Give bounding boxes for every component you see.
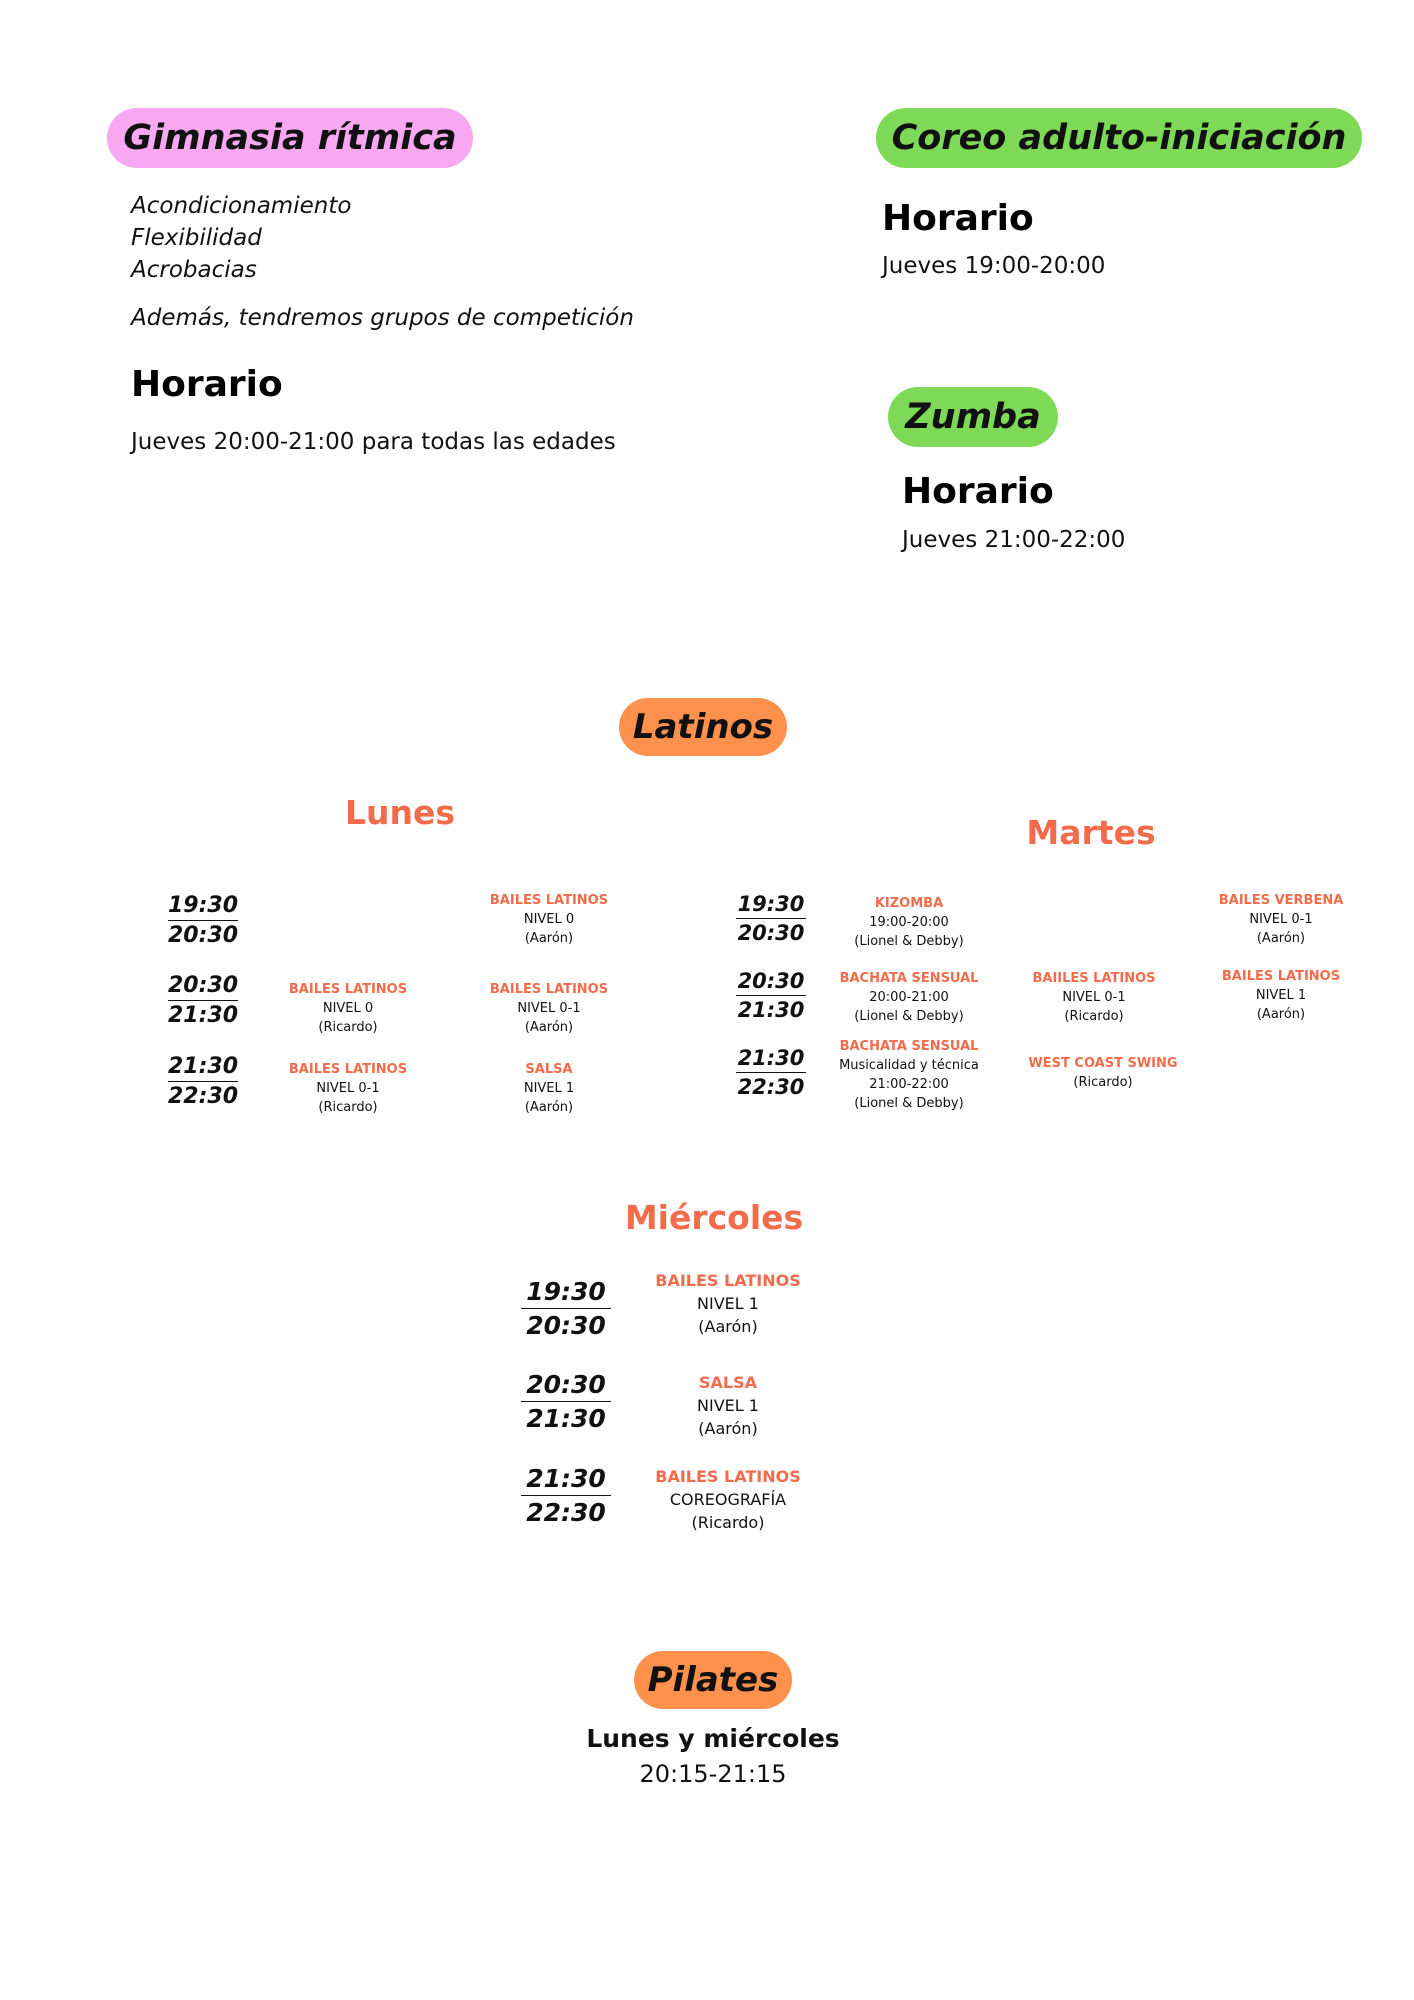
class-title: SALSA [525,1062,573,1077]
class-entry [618,1269,838,1338]
class-title: BACHATA SENSUAL [839,1039,979,1054]
time-end: 20:30 [737,921,805,945]
class-entry [819,970,999,1026]
gimnasia-item: Flexibilidad [131,225,262,251]
class-title: BAILES LATINOS [489,893,609,908]
pilates-title: Pilates [634,1651,792,1709]
class-instructor: (Aarón) [698,1419,758,1438]
time-divider [521,1308,611,1309]
class-entry [459,892,639,948]
class-detail: 20:00-21:00 [869,990,949,1005]
class-title: KIZOMBA [874,896,944,911]
class-detail: 19:00-20:00 [869,915,949,930]
class-entry [1004,970,1184,1026]
class-entry [459,981,639,1037]
class-detail: NIVEL 0 [523,912,575,927]
time-divider [736,995,806,996]
class-title: BAILES LATINOS [288,982,408,997]
class-detail: NIVEL 0-1 [316,1081,380,1096]
time-end: 22:30 [168,1084,239,1109]
time-end: 20:30 [526,1311,606,1340]
time-start: 19:30 [168,893,239,918]
class-instructor: (Aarón) [524,931,574,946]
class-title: BAILES LATINOS [655,1271,801,1290]
day-heading-lunes: Lunes [344,793,456,832]
time-start: 20:30 [168,973,239,998]
time-divider [521,1495,611,1496]
time-slot [736,892,806,945]
gimnasia-item-list [131,190,351,286]
time-start: 21:30 [168,1054,239,1079]
class-instructor: (Lionel & Debby) [854,1096,964,1111]
latinos-title: Latinos [619,698,787,756]
time-start: 20:30 [737,969,805,993]
time-end: 20:30 [168,923,239,948]
class-detail: NIVEL 1 [1255,988,1307,1003]
class-entry [1013,1055,1193,1092]
time-end: 21:30 [737,998,805,1022]
class-instructor: (Aarón) [1256,931,1306,946]
class-detail: NIVEL 1 [697,1396,759,1415]
class-instructor: (Aarón) [698,1317,758,1336]
pilates-time: 20:15-21:15 [639,1760,787,1788]
time-slot [168,893,238,948]
time-start: 19:30 [526,1277,606,1306]
class-title: BAILES LATINOS [1221,969,1341,984]
class-title: BAIILES LATINOS [1032,971,1156,986]
pilates-days: Lunes y miércoles [586,1724,840,1753]
class-detail: Musicalidad y técnica [839,1058,979,1073]
class-instructor: (Aarón) [524,1100,574,1115]
class-title: BAILES LATINOS [288,1062,408,1077]
time-slot [736,969,806,1022]
class-entry [459,1061,639,1117]
time-slot [521,1370,611,1433]
class-title: WEST COAST SWING [1028,1056,1178,1071]
time-end: 21:30 [168,1003,239,1028]
class-entry [1191,968,1371,1024]
class-detail: 21:00-22:00 [869,1077,949,1092]
time-start: 20:30 [526,1370,606,1399]
class-title: SALSA [698,1373,757,1392]
gimnasia-schedule: Jueves 20:00-21:00 para todas las edades [131,429,616,455]
time-slot [168,1054,238,1109]
class-entry [258,1061,438,1117]
time-start: 21:30 [737,1046,805,1070]
class-entry [819,895,999,951]
class-instructor: (Lionel & Debby) [854,934,964,949]
time-slot [736,1046,806,1099]
time-divider [736,1072,806,1073]
class-title: BAILES LATINOS [655,1467,801,1486]
coreo-horario-heading: Horario [882,198,1034,239]
class-instructor: (Ricardo) [318,1100,378,1115]
class-instructor: (Lionel & Debby) [854,1009,964,1024]
class-instructor: (Aarón) [1256,1007,1306,1022]
class-instructor: (Ricardo) [318,1020,378,1035]
class-entry [819,1038,999,1113]
class-detail: NIVEL 1 [697,1294,759,1313]
coreo-schedule: Jueves 19:00-20:00 [882,253,1106,279]
gimnasia-item: Acondicionamiento [131,193,352,219]
time-start: 19:30 [737,892,805,916]
time-divider [736,918,806,919]
class-detail: COREOGRAFÍA [669,1490,787,1509]
gimnasia-note: Además, tendremos grupos de competición [131,305,634,331]
time-divider [521,1401,611,1402]
day-heading-martes: Martes [1026,813,1156,852]
class-entry [258,981,438,1037]
class-detail: NIVEL 0-1 [1249,912,1313,927]
coreo-title: Coreo adulto-iniciación [876,108,1362,168]
gimnasia-title: Gimnasia rítmica [107,108,473,168]
time-divider [168,1081,238,1082]
class-instructor: (Ricardo) [1064,1009,1124,1024]
time-start: 21:30 [526,1464,606,1493]
class-title: BAILES VERBENA [1218,893,1344,908]
time-divider [168,920,238,921]
class-instructor: (Aarón) [524,1020,574,1035]
time-end: 21:30 [526,1404,606,1433]
class-entry [1191,892,1371,948]
day-heading-miercoles: Miércoles [624,1198,804,1237]
zumba-horario-heading: Horario [902,471,1054,512]
time-slot [521,1277,611,1340]
class-title: BAILES LATINOS [489,982,609,997]
time-end: 22:30 [526,1498,606,1527]
class-title: BACHATA SENSUAL [839,971,979,986]
class-entry [618,1465,838,1534]
class-instructor: (Ricardo) [1073,1075,1133,1090]
time-slot [168,973,238,1028]
class-entry [618,1371,838,1440]
zumba-schedule: Jueves 21:00-22:00 [902,527,1126,553]
time-end: 22:30 [737,1075,805,1099]
class-detail: NIVEL 0-1 [517,1001,581,1016]
class-instructor: (Ricardo) [691,1513,765,1532]
time-divider [168,1000,238,1001]
time-slot [521,1464,611,1527]
class-detail: NIVEL 0-1 [1062,990,1126,1005]
class-detail: NIVEL 0 [322,1001,374,1016]
class-detail: NIVEL 1 [523,1081,575,1096]
gimnasia-horario-heading: Horario [131,364,283,405]
zumba-title: Zumba [888,387,1058,447]
gimnasia-item: Acrobacias [131,257,257,283]
